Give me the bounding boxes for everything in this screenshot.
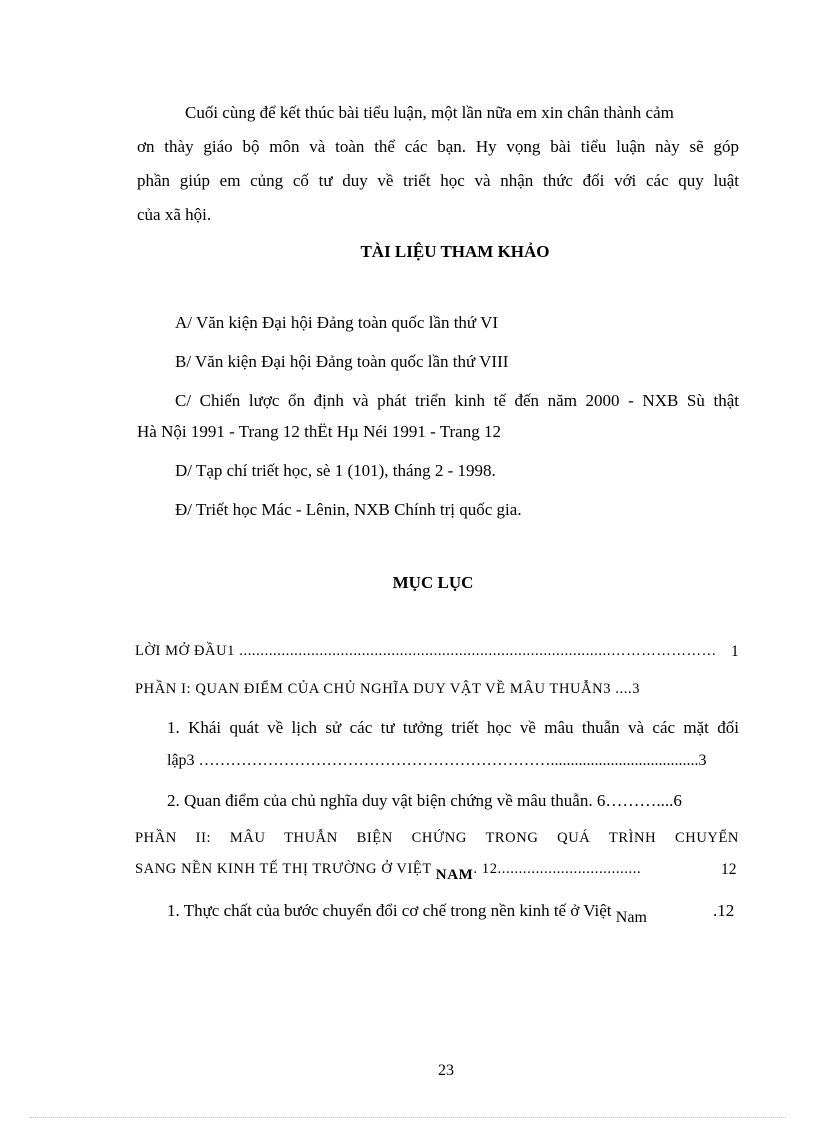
closing-paragraph-line-4: của xã hội. <box>137 205 212 224</box>
reference-item-c-continuation: Hà Nội 1991 - Trang 12 thËt Hµ Néi 1991 - Trang 12 <box>137 422 501 441</box>
closing-paragraph-line-2: ơn thày giáo bộ môn và toàn thể các bạn. Hy vọng bài tiểu luận này sẽ góp <box>137 137 739 156</box>
toc-title: MỤC LỤC <box>392 573 474 592</box>
toc-entry-2-1-page: .12 <box>713 901 735 920</box>
toc-entry-part-2-nam: NAM <box>435 867 474 883</box>
toc-entry-intro-text: LỜI MỞ ĐẦU1 ........................................................................................………………… <box>135 643 717 659</box>
page-number: 23 <box>438 1062 454 1079</box>
toc-entry-1-1-continuation[interactable] <box>167 752 707 770</box>
toc-entry-part-1-text: PHẦN I: QUAN ĐIỂM CỦA CHỦ NGHĨA DUY VẬT VỀ MÂU THUẪN3 ....3 <box>135 681 641 697</box>
toc-entry-part-2-page: 12 <box>721 861 737 878</box>
toc-entry-part-2-continuation-text: SANG NỀN KINH TẾ THỊ TRƯỜNG Ở VIỆT <box>135 861 432 877</box>
toc-entry-2-1-text: 1. Thực chất của bước chuyển đổi cơ chế trong nền kinh tế ở Việt <box>167 901 612 920</box>
toc-entry-1-1-text: 1. Khái quát về lịch sử các tư tưởng triết học về mâu thuẫn và các mặt đối <box>167 718 739 737</box>
closing-paragraph-line-3: phần giúp em củng cố tư duy về triết học và nhận thức đối với các quy luật <box>137 171 739 190</box>
toc-entry-1-2-text: 2. Quan điểm của chủ nghĩa duy vật biện chứng về mâu thuẫn. 6………....6 <box>167 791 682 810</box>
toc-entry-part-2[interactable] <box>135 830 739 847</box>
page-bottom-divider <box>30 1117 786 1118</box>
references-title: TÀI LIỆU THAM KHẢO <box>360 242 550 261</box>
toc-entry-part-2-text: PHẦN II: MÂU THUẪN BIỆN CHỨNG TRONG QUÁ TRÌNH CHUYỂN <box>135 830 739 846</box>
toc-entry-part-1[interactable] <box>135 681 640 698</box>
toc-entry-intro[interactable] <box>135 643 717 660</box>
reference-item-d: D/ Tạp chí triết học, sè 1 (101), tháng 2 - 1998. <box>175 461 496 480</box>
toc-entry-1-1-continuation-text: lập3 ………………………………………………………….....................................3 <box>167 752 707 769</box>
toc-entry-2-1-nam: Nam <box>615 909 647 926</box>
toc-entry-part-2-leader: . 12.................................. <box>473 861 642 877</box>
reference-item-a: A/ Văn kiện Đại hội Đảng toàn quốc lần thứ VI <box>175 313 499 332</box>
toc-entry-intro-page: 1 <box>731 643 739 660</box>
toc-entry-part-2-continuation[interactable] <box>135 861 642 883</box>
toc-entry-2-1[interactable] <box>167 901 647 926</box>
reference-item-c: C/ Chiến lược ổn định và phát triển kinh tế đến năm 2000 - NXB Sù thật <box>175 391 739 410</box>
reference-item-dd: Đ/ Triết học Mác - Lênin, NXB Chính trị quốc gia. <box>175 500 522 519</box>
toc-entry-1-2[interactable] <box>167 791 682 811</box>
closing-paragraph-line-1: Cuối cùng để kết thúc bài tiểu luận, một lần nữa em xin chân thành cảm <box>185 103 674 122</box>
toc-entry-1-1[interactable] <box>167 718 739 738</box>
reference-item-b: B/ Văn kiện Đại hội Đảng toàn quốc lần thứ VIII <box>175 352 509 371</box>
